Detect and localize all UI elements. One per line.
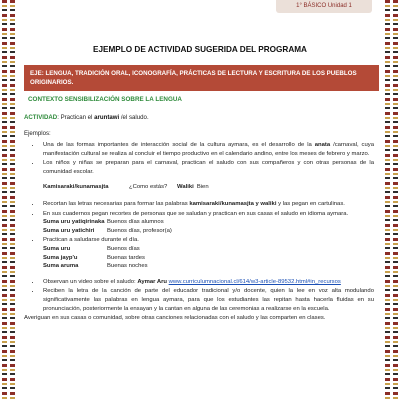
vocab-pair [43,262,374,271]
video-title: Aymar Aru [137,278,167,285]
vocab-term: Suma uru yatichiri [43,227,95,234]
vocab-pair [43,227,374,236]
examples-label: Ejemplos: [24,130,51,137]
activity-label: ACTIVIDAD [24,114,58,121]
list-item [41,236,374,270]
bullet-list-3 [24,278,374,313]
context-heading: CONTEXTO SENSIBILIZACIÓN SOBRE LA LENGUA [28,96,182,103]
vocab-pair [43,218,374,227]
examples-content [24,141,374,323]
bullet-list-1 [24,141,374,176]
bullet-keyword: kamisaraki/kunamasjta y waliki [189,200,277,207]
vocab-pair [43,254,374,263]
bullet-text: Reciben la letra de la canción de parte del educador tradicional y/o docente, quien la lee en voz alta modulando significativamente las palabras en lengua aymara, para que los estudiantes las repitan hasta hacerla fluidas en su pronunciación, posteriormente la ensayan y la cantan en alguna de las ceremonias a realizarse en la escuela. [43,288,374,312]
bullet-text: Recortan las letras necesarias para formar las palabras [43,200,190,207]
activity-line [24,114,149,121]
list-item [41,159,374,176]
vocab-pair [43,245,374,254]
vocab-meaning: Buenas tardes [107,254,145,261]
list-item [41,141,374,158]
decorative-border-right [385,0,398,400]
greeting-response-word: Waliki [177,184,194,191]
activity-keyword: aruntawi [94,114,120,121]
greeting-response-text: Bien [196,184,209,191]
list-item [41,287,374,313]
bullet-text: Practican a saludarse durante el día. [43,237,139,244]
vocab-term: Suma uru yatiqirinaka [43,219,105,226]
bullet-text: /carnaval, cuya manifestación cultural se realiza al concluir el tiempo productivo en el calendario andino, entre los meses de febrero y marzo. [43,142,374,157]
vocab-meaning: Buenos días, profesor(a) [107,227,172,234]
vocab-term: Suma aruma [43,263,79,270]
greeting-term: Kamisaraki/kunamasjta [43,184,109,191]
bullet-text: Observan un video sobre el saludo: [43,278,138,285]
list-item [41,278,374,287]
list-item [41,200,374,209]
list-item [41,210,374,236]
axis-banner: EJE: LENGUA, TRADICIÓN ORAL, ICONOGRAFÍA, PRÁCTICAS DE LECTURA Y ESCRITURA DE LOS PUEBLOS ORIGINARIOS. [24,65,379,91]
bullet-text: En sus cuadernos pegan recortes de personas que se saludan y practican en sus casas el saludo en idioma aymara. [43,210,349,217]
vocab-meaning: Buenas noches [107,263,148,270]
greeting-question: ¿Como estás? [129,184,168,191]
vocab-meaning: Buenos días alumnos [107,219,164,226]
activity-text-after: /el saludo. [119,114,149,121]
decorative-border-left [2,0,15,400]
greeting-row [24,183,374,192]
video-link[interactable]: www.curriculumnacional.cl/614/w3-article-89532.html#in_recursos [168,278,341,285]
bullet-text: Una de las formas importantes de interacción social de la cultura aymara, es el desarrollo de la [43,142,315,148]
activity-text-before: : Practican el [57,114,95,121]
vocab-term: Suma jayp'u [43,254,78,261]
bullet-keyword: anata [314,142,331,148]
bullet-list-2 [24,200,374,271]
vocab-meaning: Buenos días [107,245,140,252]
page-title: EJEMPLO DE ACTIVIDAD SUGERIDA DEL PROGRAMA [93,45,307,54]
bullet-text: Los niños y niñas se preparan para el carnaval, practican el saludo con sus compañeros y con otras personas de la comunidad escolar. [43,160,374,175]
bullet-text: y las pegan en cartulinas. [276,200,345,207]
vocab-term: Suma uru [43,245,71,252]
closing-paragraph: Averiguan en sus casas o comunidad, sobre otras canciones relacionadas con el saludo y las comparten en clases. [24,315,326,322]
unit-tab: 1° BÁSICO Unidad 1 [276,0,372,13]
